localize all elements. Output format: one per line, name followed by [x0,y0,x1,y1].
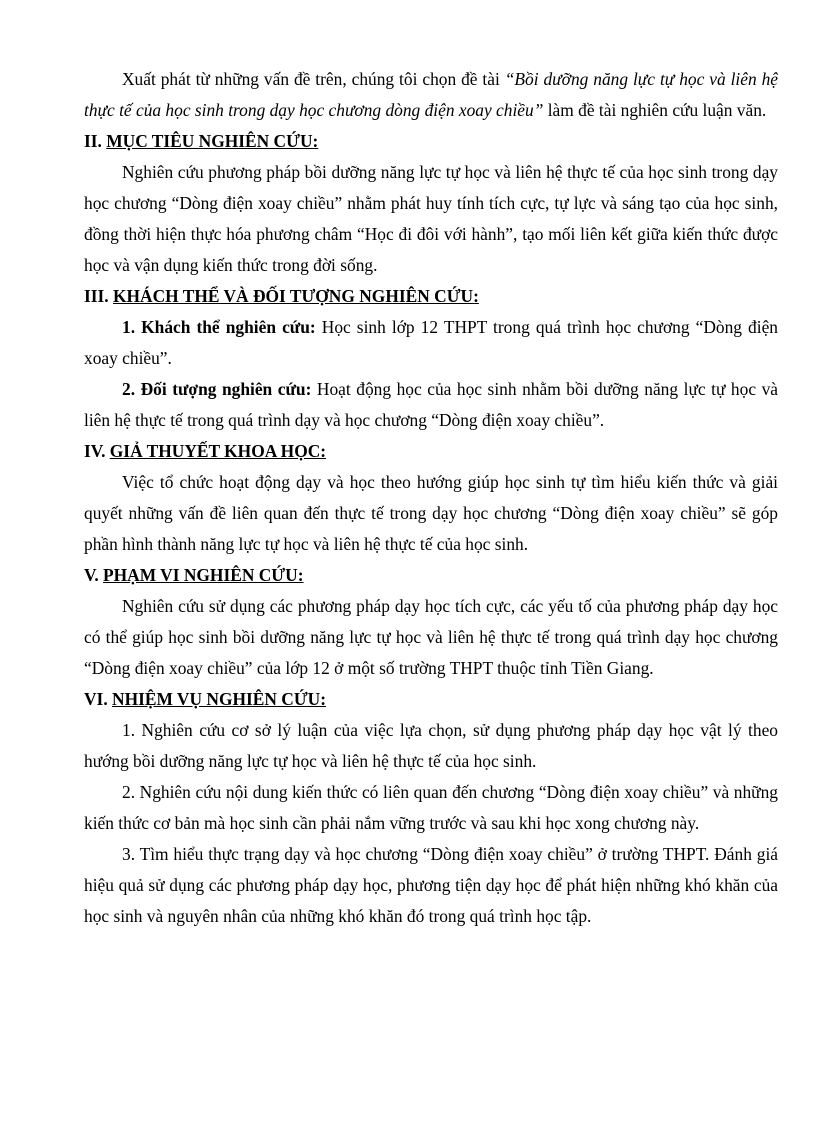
item-text: Học sinh lớp 12 THPT trong quá trình học chương “Dòng điện xoay chiều”. [84,317,778,368]
section-number: III. [84,286,113,306]
section-3-item-2 [84,374,778,436]
section-heading-4 [84,436,778,467]
section-heading-3 [84,281,778,312]
item-label: 2. Đối tượng nghiên cứu: [122,379,312,399]
section-heading-2 [84,126,778,157]
item-label: 1. Khách thể nghiên cứu: [122,317,316,337]
intro-paragraph [84,64,778,126]
section-6-item: 1. Nghiên cứu cơ sở lý luận của việc lựa chọn, sử dụng phương pháp dạy học vật lý theo hướng bồi dưỡng năng lực tự học và liên hệ thực tế của học sinh. [84,720,778,771]
document-page [84,64,778,932]
section-heading-5 [84,560,778,591]
section-number: VI. [84,689,113,709]
section-title: MỤC TIÊU NGHIÊN CỨU: [106,131,319,151]
section-number: IV. [84,441,110,461]
section-6-item: 3. Tìm hiểu thực trạng dạy và học chương “Dòng điện xoay chiều” ở trường THPT. Đánh giá hiệu quả sử dụng các phương pháp dạy học, phương tiện dạy học để phát hiện những khó khăn của học sinh và nguyên nhân của những khó khăn đó trong quá trình học tập. [84,844,778,926]
intro-lead: Xuất phát từ những vấn đề trên, chúng tôi chọn đề tài [122,69,505,89]
item-text: Hoạt động học của học sinh nhằm bồi dưỡng năng lực tự học và liên hệ thực tế trong quá trình dạy và học chương “Dòng điện xoay chiều”. [84,379,778,430]
section-4-body: Việc tổ chức hoạt động dạy và học theo hướng giúp học sinh tự tìm hiểu kiến thức và giải quyết những vấn đề liên quan đến thực tế trong dạy học chương “Dòng điện xoay chiều” sẽ góp phần hình thành năng lực tự học và liên hệ thực tế của học sinh. [84,472,778,554]
intro-tail: làm đề tài nghiên cứu luận văn. [543,100,767,120]
section-5-body: Nghiên cứu sử dụng các phương pháp dạy học tích cực, các yếu tố của phương pháp dạy học có thể giúp học sinh bồi dưỡng năng lực tự học và liên hệ thực tế trong quá trình dạy học chương “Dòng điện xoay chiều” của lớp 12 ở một số trường THPT thuộc tỉnh Tiền Giang. [84,596,778,678]
section-title: NHIỆM VỤ NGHIÊN CỨU: [112,689,327,709]
section-6-item: 2. Nghiên cứu nội dung kiến thức có liên quan đến chương “Dòng điện xoay chiều” và những kiến thức cơ bản mà học sinh cần phải nắm vững trước và sau khi học xong chương này. [84,782,778,833]
section-title: KHÁCH THỂ VÀ ĐỐI TƯỢNG NGHIÊN CỨU: [113,286,479,306]
section-number: V. [84,565,104,585]
section-title: GIẢ THUYẾT KHOA HỌC: [109,441,327,461]
section-number: II. [84,131,107,151]
section-title: PHẠM VI NGHIÊN CỨU: [103,565,304,585]
section-2-body: Nghiên cứu phương pháp bồi dưỡng năng lực tự học và liên hệ thực tế của học sinh trong dạy học chương “Dòng điện xoay chiều” nhằm phát huy tính tích cực, tự lực và sáng tạo của học sinh, đồng thời hiện thực hóa phương châm “Học đi đôi với hành”, tạo mối liên kết giữa kiến thức được học và vận dụng kiến thức trong đời sống. [84,162,778,275]
section-3-item-1 [84,312,778,374]
section-heading-6 [84,684,778,715]
intro-topic: “Bồi dưỡng năng lực tự học và liên hệ thực tế của học sinh trong dạy học chương dòng điện xoay chiều” [84,69,778,120]
